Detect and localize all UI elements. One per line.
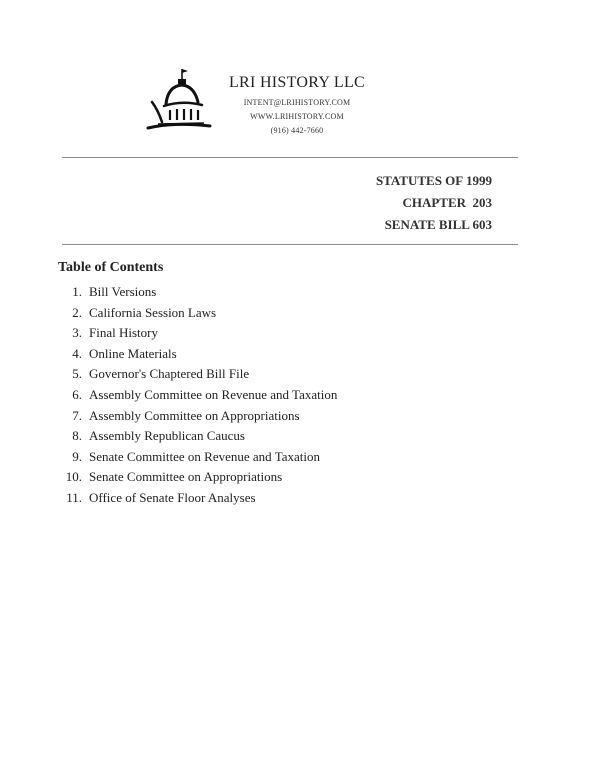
toc-item-final-history[interactable] — [58, 323, 337, 344]
statute-chapter: CHAPTER 203 — [402, 195, 492, 210]
statute-bill: SENATE BILL 603 — [384, 217, 492, 232]
toc-item-number: 3. — [72, 325, 82, 341]
company-name: LRI HISTORY LLC — [228, 74, 366, 91]
toc-item-bill-versions[interactable] — [58, 282, 337, 303]
toc-item-label: Bill Versions — [89, 284, 157, 299]
toc-item-label: Office of Senate Floor Analyses — [89, 489, 256, 505]
toc-item-senate-appropriations[interactable] — [58, 467, 337, 488]
statute-year: STATUTES OF 1999 — [375, 173, 492, 188]
toc-item-label: Online Materials — [89, 345, 177, 361]
toc-item-number: 6. — [72, 386, 82, 402]
toc-item-senate-floor-analyses[interactable] — [58, 488, 337, 509]
toc-item-governors-file[interactable] — [58, 364, 337, 385]
capitol-dome-logo — [144, 64, 212, 140]
toc-item-number: 2. — [72, 304, 82, 320]
toc-item-label: Governor's Chaptered Bill File — [89, 366, 250, 382]
toc-item-online-materials[interactable] — [58, 344, 337, 365]
toc-item-number: 1. — [72, 284, 82, 299]
toc-item-number: 8. — [72, 428, 82, 444]
toc-item-number: 4. — [72, 345, 82, 361]
company-phone: (916) 442-7660 — [270, 126, 324, 135]
toc-item-number: 10. — [65, 469, 82, 485]
toc-item-label: California Session Laws — [89, 304, 217, 320]
toc-item-senate-revenue[interactable] — [58, 447, 337, 468]
toc-item-republican-caucus[interactable] — [58, 426, 337, 447]
toc-item-label: Assembly Committee on Revenue and Taxation — [89, 386, 338, 402]
toc-item-label: Assembly Republican Caucus — [89, 428, 245, 444]
statute-divider — [62, 244, 518, 245]
toc-item-number: 5. — [72, 366, 82, 382]
toc-item-assembly-revenue[interactable] — [58, 385, 337, 406]
header-divider — [62, 157, 518, 158]
toc-item-label: Final History — [89, 325, 158, 341]
company-email[interactable]: INTENT@LRIHISTORY.COM — [243, 98, 351, 107]
toc-item-number: 7. — [72, 407, 82, 423]
toc-item-number: 9. — [72, 448, 82, 464]
statute-block — [376, 170, 492, 236]
company-website[interactable]: WWW.LRIHISTORY.COM — [250, 112, 344, 121]
toc-item-assembly-appropriations[interactable] — [58, 406, 337, 427]
toc-item-label: Senate Committee on Revenue and Taxation — [89, 448, 320, 464]
toc-heading: Table of Contents — [58, 260, 164, 275]
toc-item-label: Senate Committee on Appropriations — [89, 469, 283, 485]
company-block — [222, 74, 372, 135]
toc-item-label: Assembly Committee on Appropriations — [89, 407, 300, 423]
toc-item-session-laws[interactable] — [58, 303, 337, 324]
toc-list — [58, 282, 337, 509]
toc-item-number: 11. — [66, 489, 82, 505]
